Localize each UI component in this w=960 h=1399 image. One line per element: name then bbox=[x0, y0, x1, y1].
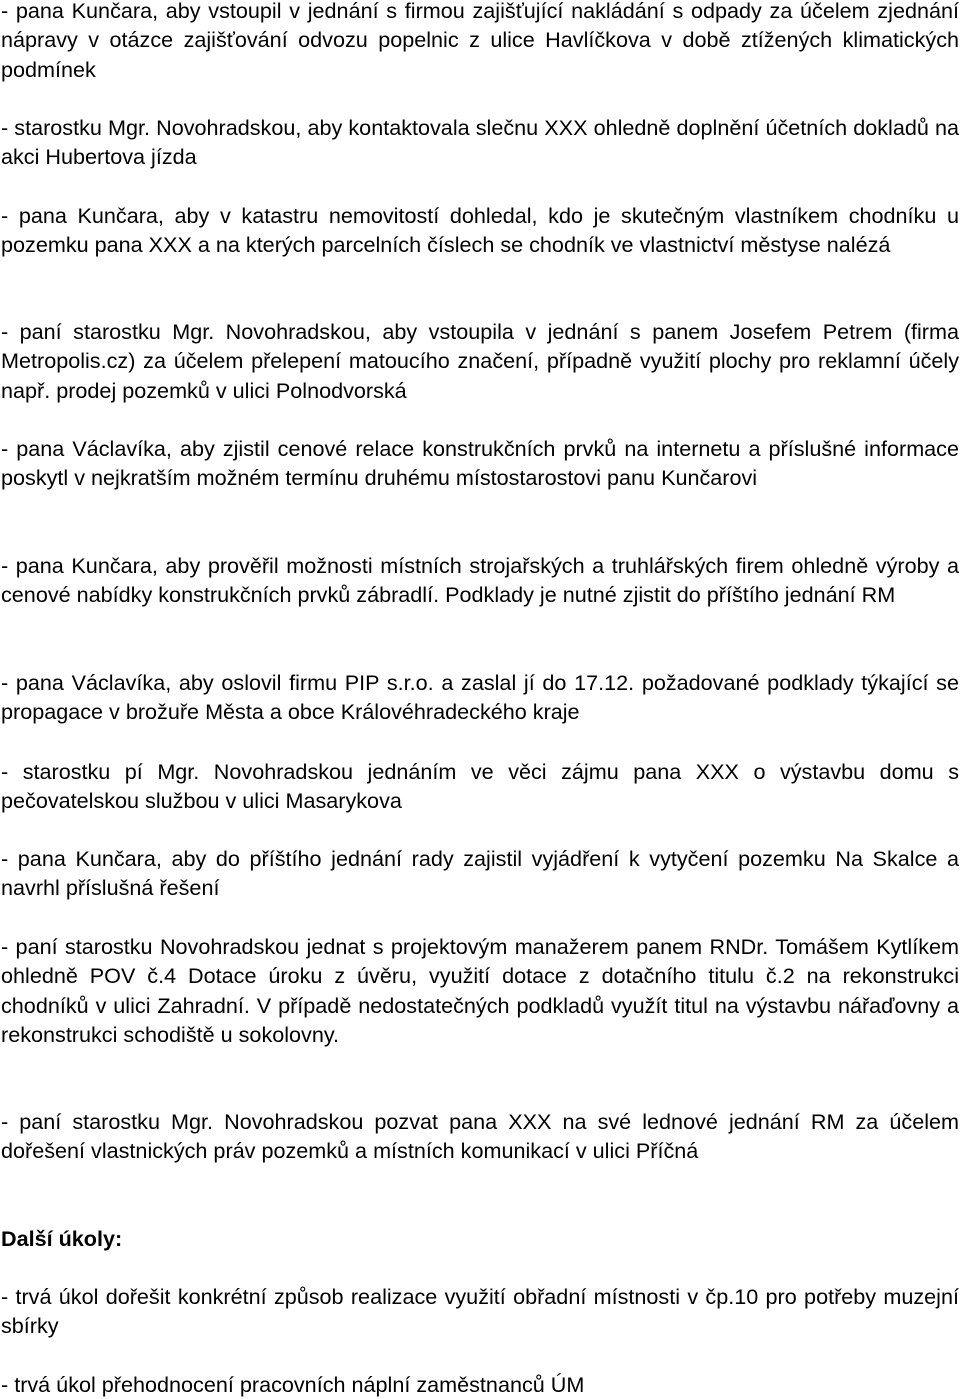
other-task-item-2: - trvá úkol přehodnocení pracovních náplní zaměstnanců ÚM bbox=[1, 1372, 585, 1397]
task-paragraph-6: - pana Kunčara, aby prověřil možnosti místních strojařských a truhlářských firem ohledně výroby a cenové nabídky konstrukčních prvků zábradlí. Podklady je nutné zjistit do příštího jednání RM bbox=[1, 553, 959, 608]
section-heading-other-tasks: Další úkoly: bbox=[1, 1226, 123, 1251]
task-paragraph-9: - pana Kunčara, aby do příštího jednání rady zajistil vyjádření k vytyčení pozemku Na Skalce a navrhl příslušná řešení bbox=[1, 846, 959, 901]
task-paragraph-5: - pana Václavíka, aby zjistil cenové relace konstrukčních prvků na internetu a příslušné informace poskytl v nejkratším možném termínu druhému místostarostovi panu Kunčarovi bbox=[1, 436, 959, 491]
task-paragraph-11: - paní starostku Mgr. Novohradskou pozvat pana XXX na své lednové jednání RM za účelem dořešení vlastnických práv pozemků a místních komunikací v ulici Příčná bbox=[1, 1109, 959, 1164]
task-paragraph-1: - pana Kunčara, aby vstoupil v jednání s firmou zajišťující nakládání s odpady za účelem zjednání nápravy v otázce zajišťování odvozu popelnic z ulice Havlíčkova v době ztížených klimatických podmínek bbox=[1, 0, 959, 82]
task-paragraph-8: - starostku pí Mgr. Novohradskou jednáním ve věci zájmu pana XXX o výstavbu domu s pečovatelskou službou v ulici Masarykova bbox=[1, 759, 959, 814]
other-task-item-1: - trvá úkol dořešit konkrétní způsob realizace využití obřadní místnosti v čp.10 pro potřeby muzejní sbírky bbox=[1, 1284, 959, 1339]
task-paragraph-3: - pana Kunčara, aby v katastru nemovitostí dohledal, kdo je skutečným vlastníkem chodníku u pozemku pana XXX a na kterých parcelních číslech se chodník ve vlastnictví městyse nalézá bbox=[1, 203, 959, 258]
task-paragraph-2: - starostku Mgr. Novohradskou, aby kontaktovala slečnu XXX ohledně doplnění účetních dokladů na akci Hubertova jízda bbox=[1, 115, 959, 170]
task-paragraph-10: - paní starostku Novohradskou jednat s projektovým manažerem panem RNDr. Tomášem Kytlíkem ohledně POV č.4 Dotace úroku z úvěru, využití dotace z dotačního titulu č.2 na rekonstrukci chodníků v ulici Zahradní. V případě nedostatečných podkladů využít titul na výstavbu nářaďovny a rekonstrukci schodiště u sokolovny. bbox=[1, 934, 959, 1047]
task-paragraph-4: - paní starostku Mgr. Novohradskou, aby vstoupila v jednání s panem Josefem Petrem (firma Metropolis.cz) za účelem přelepení matoucího značení, případně využití plochy pro reklamní účely např. prodej pozemků v ulici Polnodvorská bbox=[1, 319, 959, 403]
task-paragraph-7: - pana Václavíka, aby oslovil firmu PIP s.r.o. a zaslal jí do 17.12. požadované podklady týkající se propagace v brožuře Města a obce Královéhradeckého kraje bbox=[1, 670, 959, 725]
